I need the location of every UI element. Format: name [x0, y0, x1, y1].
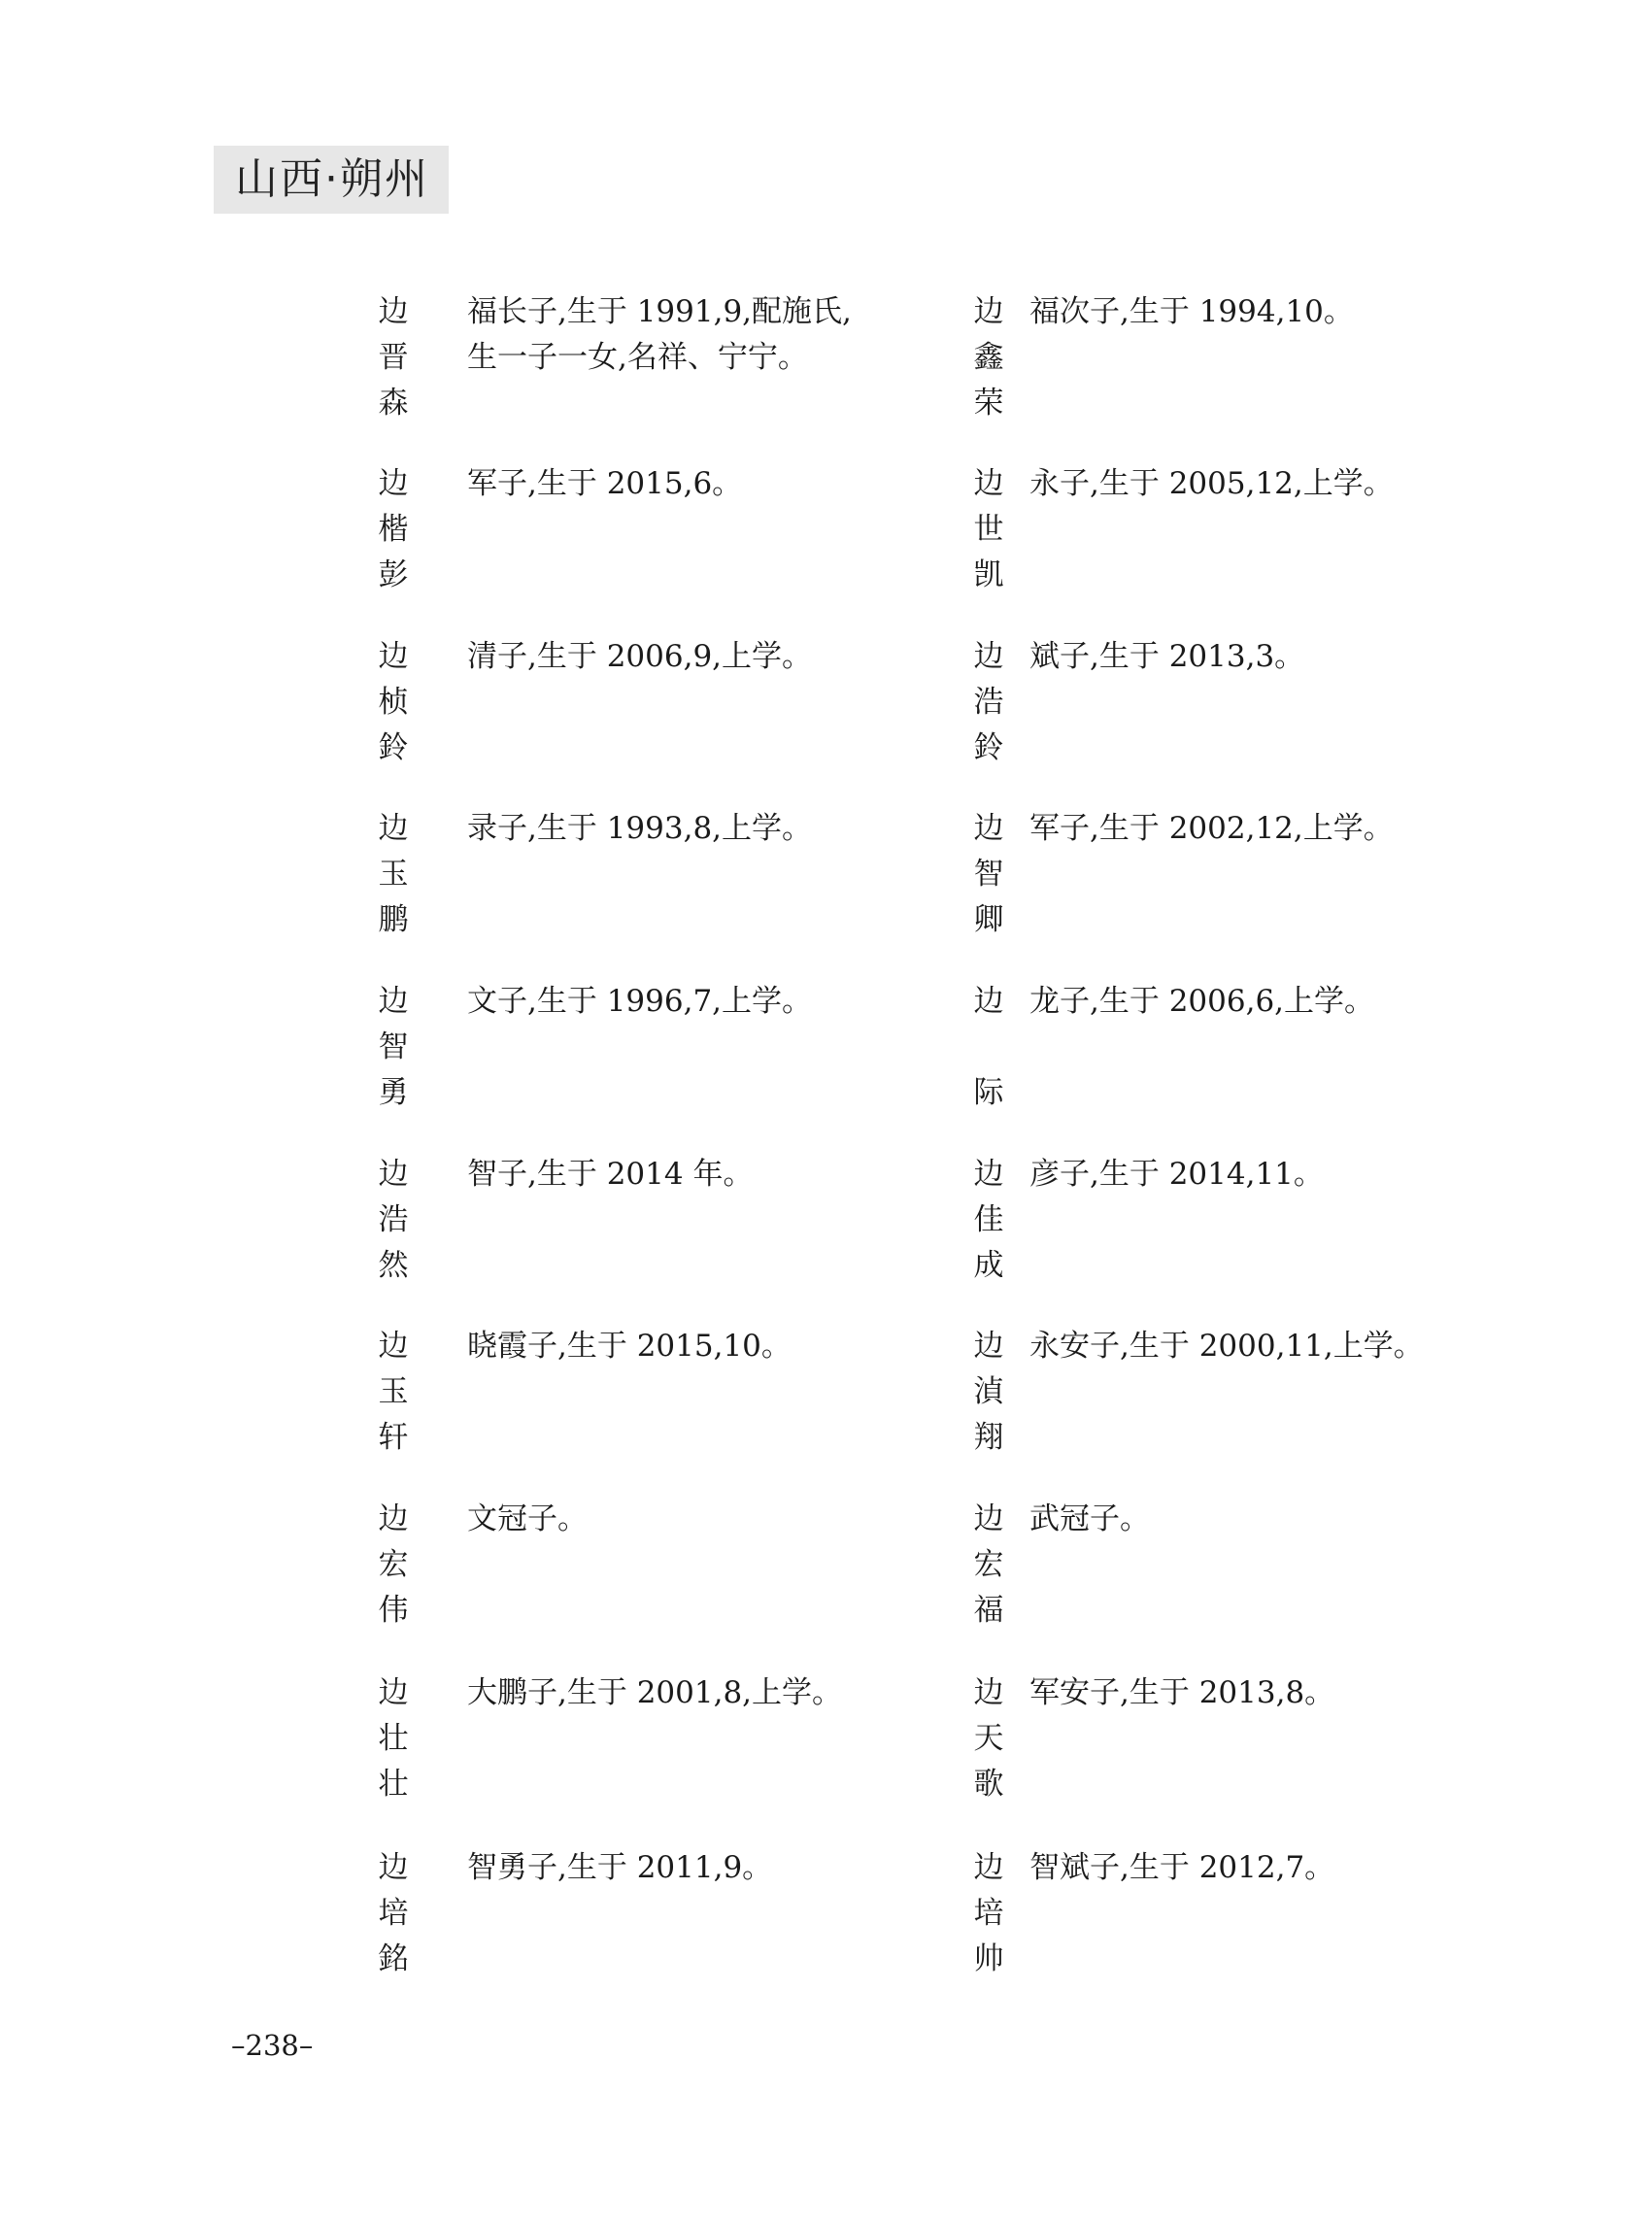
running-header: 山西·朔州: [235, 154, 429, 204]
name-character: 鑫: [973, 340, 1004, 375]
name-character: 然: [378, 1248, 409, 1283]
genealogy-entry: [374, 461, 976, 607]
entry-description: 永子,生于 2005,12,上学。: [1029, 466, 1394, 501]
name-character: 边: [378, 1157, 409, 1192]
name-character: 培: [973, 1896, 1004, 1931]
genealogy-entry: [374, 289, 976, 435]
name-character: 鹏: [378, 902, 409, 937]
name-character: 卿: [973, 902, 1004, 937]
name-character: 边: [378, 984, 409, 1019]
entry-description: 智勇子,生于 2011,9。: [467, 1850, 773, 1885]
name-character: 轩: [378, 1420, 409, 1455]
entry-description: 智斌子,生于 2012,7。: [1029, 1850, 1335, 1885]
name-character: 玉: [378, 1374, 409, 1409]
genealogy-entry: [374, 806, 976, 952]
entry-name: [374, 806, 413, 943]
entry-name: [374, 1152, 413, 1289]
name-character: 际: [973, 1075, 1004, 1110]
name-character: 浩: [973, 685, 1004, 720]
entry-name: [969, 1152, 1008, 1289]
name-character: 翔: [973, 1420, 1004, 1455]
entry-name: [969, 1670, 1008, 1807]
entry-name: [969, 1497, 1008, 1634]
genealogy-entry: [969, 634, 1571, 780]
genealogy-entry: [374, 1845, 976, 1991]
entry-description: 斌子,生于 2013,3。: [1029, 639, 1305, 674]
genealogy-entry: [969, 806, 1571, 952]
name-character: 智: [378, 1029, 409, 1064]
name-character: [969, 1025, 1008, 1070]
name-character: 边: [378, 466, 409, 501]
name-character: 边: [973, 1675, 1004, 1710]
entry-name: [374, 1324, 413, 1461]
name-character: 伟: [378, 1593, 409, 1628]
genealogy-entry: [374, 1152, 976, 1298]
genealogy-entry: [969, 1497, 1571, 1642]
name-character: 晋: [378, 340, 409, 375]
entry-description: 智子,生于 2014 年。: [467, 1157, 754, 1192]
entry-description: 军子,生于 2002,12,上学。: [1029, 811, 1394, 846]
entry-description: 永安子,生于 2000,11,上学。: [1029, 1329, 1424, 1364]
genealogy-entry: [969, 1845, 1571, 1991]
name-character: 桢: [378, 685, 409, 720]
name-character: 福: [973, 1593, 1004, 1628]
name-character: 边: [378, 1501, 409, 1536]
name-character: 边: [973, 811, 1004, 846]
entry-name: [969, 634, 1008, 771]
entry-name: [969, 979, 1008, 1116]
entry-description: 武冠子。: [1029, 1501, 1150, 1536]
name-character: 凯: [973, 557, 1004, 592]
name-character: 楷: [378, 512, 409, 547]
name-character: 壮: [378, 1767, 409, 1802]
genealogy-entry: [374, 979, 976, 1125]
name-character: 边: [378, 1329, 409, 1364]
name-character: 成: [973, 1248, 1004, 1283]
name-character: 边: [973, 1850, 1004, 1885]
page-number: –238–: [231, 2029, 314, 2062]
name-character: 边: [973, 1157, 1004, 1192]
name-character: 湞: [973, 1374, 1004, 1409]
name-character: 智: [973, 857, 1004, 892]
name-character: 边: [378, 639, 409, 674]
entry-description: 晓霞子,生于 2015,10。: [467, 1329, 792, 1364]
genealogy-entry: [969, 1152, 1571, 1298]
name-character: 边: [973, 1329, 1004, 1364]
entry-name: [969, 1324, 1008, 1461]
name-character: 浩: [378, 1202, 409, 1237]
name-character: 边: [973, 639, 1004, 674]
entry-name: [374, 461, 413, 598]
name-character: 彭: [378, 557, 409, 592]
entry-description: 军安子,生于 2013,8。: [1029, 1675, 1335, 1710]
name-character: 鈴: [378, 730, 409, 765]
genealogy-entry: [969, 1324, 1571, 1469]
name-character: 森: [378, 386, 409, 421]
entry-description: 清子,生于 2006,9,上学。: [467, 639, 813, 674]
genealogy-entry: [969, 1670, 1571, 1816]
name-character: 歌: [973, 1767, 1004, 1802]
entry-description: 录子,生于 1993,8,上学。: [467, 811, 813, 846]
entry-description: 龙子,生于 2006,6,上学。: [1029, 984, 1375, 1019]
name-character: 玉: [378, 857, 409, 892]
name-character: 边: [973, 984, 1004, 1019]
genealogy-entry: [374, 1670, 976, 1816]
genealogy-entry: [374, 634, 976, 780]
entry-name: [969, 1845, 1008, 1982]
name-character: 銘: [378, 1941, 409, 1976]
entry-description: 福次子,生于 1994,10。: [1029, 294, 1354, 329]
genealogy-entry: [969, 461, 1571, 607]
name-character: 培: [378, 1896, 409, 1931]
name-character: 边: [378, 1675, 409, 1710]
entry-description: 文冠子。: [467, 1501, 588, 1536]
name-character: 壮: [378, 1721, 409, 1756]
name-character: 边: [973, 1501, 1004, 1536]
entry-description: 文子,生于 1996,7,上学。: [467, 984, 813, 1019]
genealogy-entry: [969, 979, 1571, 1125]
entry-name: [374, 634, 413, 771]
name-character: 勇: [378, 1075, 409, 1110]
entry-description: 彦子,生于 2014,11。: [1029, 1157, 1324, 1192]
name-character: 天: [973, 1721, 1004, 1756]
entry-name: [969, 806, 1008, 943]
entry-description: 大鹏子,生于 2001,8,上学。: [467, 1675, 843, 1710]
genealogy-entry: [969, 289, 1571, 435]
name-character: 帅: [973, 1941, 1004, 1976]
genealogy-entry: [374, 1497, 976, 1642]
genealogy-entry: [374, 1324, 976, 1469]
entry-name: [374, 1670, 413, 1807]
entry-description: 福长子,生于 1991,9,配施氏, 生一子一女,名祥、宁宁。: [467, 294, 852, 375]
entry-name: [374, 979, 413, 1116]
name-character: 宏: [378, 1547, 409, 1582]
entry-name: [374, 289, 413, 426]
name-character: 宏: [973, 1547, 1004, 1582]
entry-name: [374, 1497, 413, 1634]
name-character: 荣: [973, 386, 1004, 421]
name-character: 佳: [973, 1202, 1004, 1237]
entry-description: 军子,生于 2015,6。: [467, 466, 743, 501]
name-character: 边: [378, 294, 409, 329]
entry-name: [969, 461, 1008, 598]
name-character: 边: [378, 1850, 409, 1885]
name-character: 世: [973, 512, 1004, 547]
name-character: 边: [973, 294, 1004, 329]
entry-name: [374, 1845, 413, 1982]
name-character: 鈴: [973, 730, 1004, 765]
name-character: 边: [973, 466, 1004, 501]
entry-name: [969, 289, 1008, 426]
name-character: 边: [378, 811, 409, 846]
